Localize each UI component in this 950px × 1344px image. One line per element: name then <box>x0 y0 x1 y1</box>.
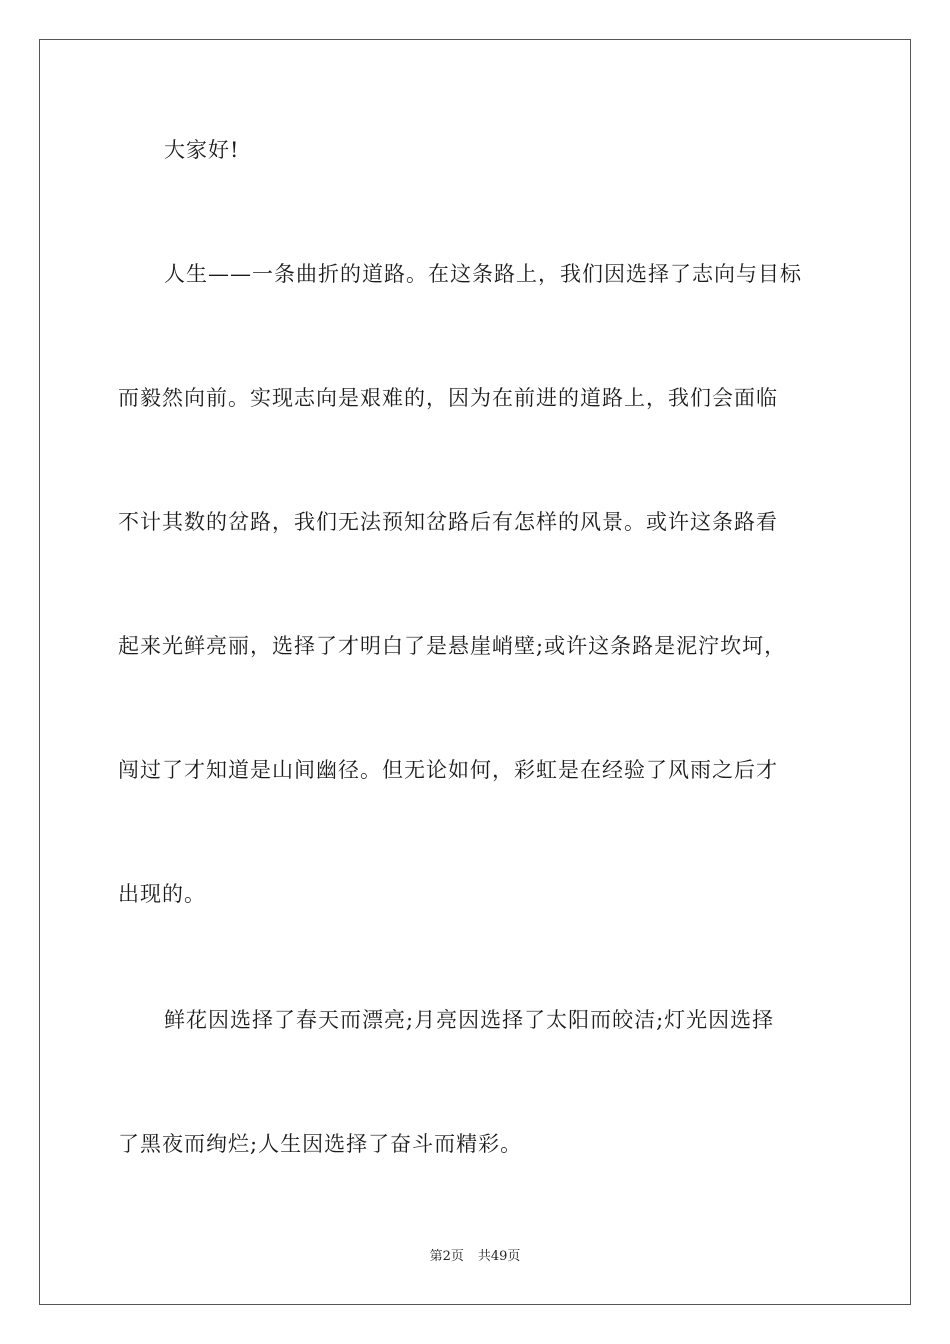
paragraph-1-line-3: 不计其数的岔路，我们无法预知岔路后有怎样的风景。或许这条路看 <box>118 510 778 534</box>
page-border <box>39 39 911 1305</box>
page-number: 第2页 <box>429 1249 464 1264</box>
paragraph-1-line-2: 而毅然向前。实现志向是艰难的，因为在前进的道路上，我们会面临 <box>118 386 778 410</box>
greeting-line: 大家好! <box>164 138 240 162</box>
paragraph-1-line-1: 人生——一条曲折的道路。在这条路上，我们因选择了志向与目标 <box>164 262 802 286</box>
paragraph-1-line-6: 出现的。 <box>118 882 206 906</box>
paragraph-2-line-1: 鲜花因选择了春天而漂亮;月亮因选择了太阳而皎洁;灯光因选择 <box>164 1008 775 1032</box>
paragraph-1-line-4: 起来光鲜亮丽，选择了才明白了是悬崖峭壁;或许这条路是泥泞坎坷， <box>118 634 787 658</box>
page-total: 共49页 <box>477 1249 521 1264</box>
paragraph-2-line-2: 了黑夜而绚烂;人生因选择了奋斗而精彩。 <box>118 1132 523 1156</box>
paragraph-1-line-5: 闯过了才知道是山间幽径。但无论如何，彩虹是在经验了风雨之后才 <box>118 758 778 782</box>
page-footer <box>0 1248 950 1266</box>
